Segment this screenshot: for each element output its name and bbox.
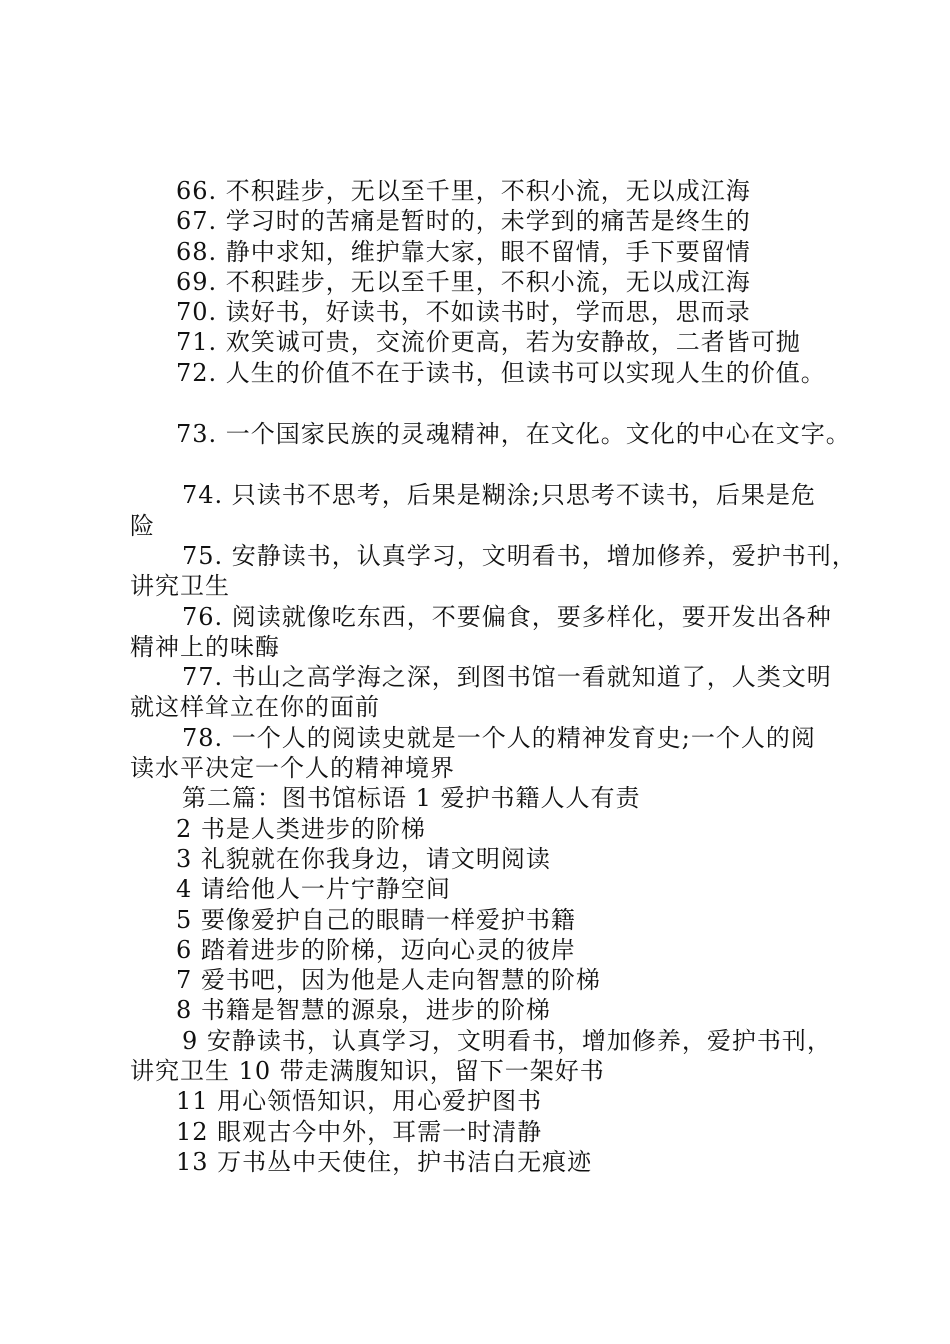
list-item-continuation: 精神上的味酶 — [130, 632, 280, 661]
list-item-text: 77. 书山之高学海之深，到图书馆一看就知道了，人类文明 — [182, 663, 832, 692]
list-item-12: 12 眼观古今中外，耳需一时清静 — [176, 1117, 543, 1146]
list-item-73: 73. 一个国家民族的灵魂精神，在文化。文化的中心在文字。 — [176, 420, 851, 449]
list-item-11: 11 用心领悟知识，用心爱护图书 — [176, 1087, 543, 1116]
list-item-66: 66. 不积跬步，无以至千里，不积小流，无以成江海 — [176, 177, 751, 205]
list-item-69: 69. 不积跬步，无以至千里，不积小流，无以成江海 — [176, 267, 751, 296]
list-item-8: 8 书籍是智慧的源泉，进步的阶梯 — [176, 996, 551, 1025]
list-item-continuation: 讲究卫生 10 带走满腹知识，留下一架好书 — [130, 1057, 605, 1086]
list-item-continuation: 险 — [130, 511, 155, 540]
list-item-4: 4 请给他人一片宁静空间 — [176, 875, 451, 904]
list-item-76 — [130, 602, 850, 663]
list-item-text: 74. 只读书不思考，后果是糊涂;只思考不读书，后果是危 — [182, 481, 816, 510]
document-body — [130, 176, 857, 1177]
paragraph-gap — [130, 388, 850, 419]
list-item-6: 6 踏着进步的阶梯，迈向心灵的彼岸 — [176, 935, 576, 964]
list-item-2: 2 书是人类进步的阶梯 — [176, 814, 426, 843]
list-item-9 — [130, 1026, 850, 1087]
list-item-71: 71. 欢笑诚可贵，交流价更高，若为安静故，二者皆可抛 — [176, 328, 801, 357]
list-item-78 — [130, 723, 850, 784]
list-item-70: 70. 读好书，好读书，不如读书时，学而思，思而录 — [176, 298, 751, 327]
paragraph-gap — [130, 449, 850, 480]
list-item-72: 72. 人生的价值不在于读书，但读书可以实现人生的价值。 — [176, 358, 826, 387]
list-item-text: 76. 阅读就像吃东西，不要偏食，要多样化，要开发出各种 — [182, 602, 832, 631]
list-item-continuation: 就这样耸立在你的面前 — [130, 693, 380, 722]
list-item-77 — [130, 662, 850, 723]
list-item-continuation: 读水平决定一个人的精神境界 — [130, 754, 455, 783]
list-item-7: 7 爱书吧，因为他是人走向智慧的阶梯 — [176, 966, 601, 995]
list-item-text: 78. 一个人的阅读史就是一个人的精神发育史;一个人的阅 — [182, 723, 816, 752]
list-item-75 — [130, 541, 857, 602]
list-item-continuation: 讲究卫生 — [130, 572, 230, 601]
list-item-74 — [130, 480, 850, 541]
list-item-3: 3 礼貌就在你我身边，请文明阅读 — [176, 844, 551, 873]
list-item-text: 9 安静读书，认真学习，文明看书，增加修养，爱护书刊， — [182, 1026, 832, 1055]
list-item-68: 68. 静中求知，维护靠大家，眼不留情，手下要留情 — [176, 237, 751, 266]
list-item-13: 13 万书丛中天使住，护书洁白无痕迹 — [176, 1147, 593, 1176]
list-item-text: 75. 安静读书，认真学习，文明看书，增加修养，爱护书刊， — [182, 541, 857, 570]
list-item-67: 67. 学习时的苦痛是暂时的，未学到的痛苦是终生的 — [176, 207, 751, 236]
section-heading: 第二篇：图书馆标语 1 爱护书籍人人有责 — [182, 784, 641, 813]
list-item-5: 5 要像爱护自己的眼睛一样爱护书籍 — [176, 905, 576, 934]
